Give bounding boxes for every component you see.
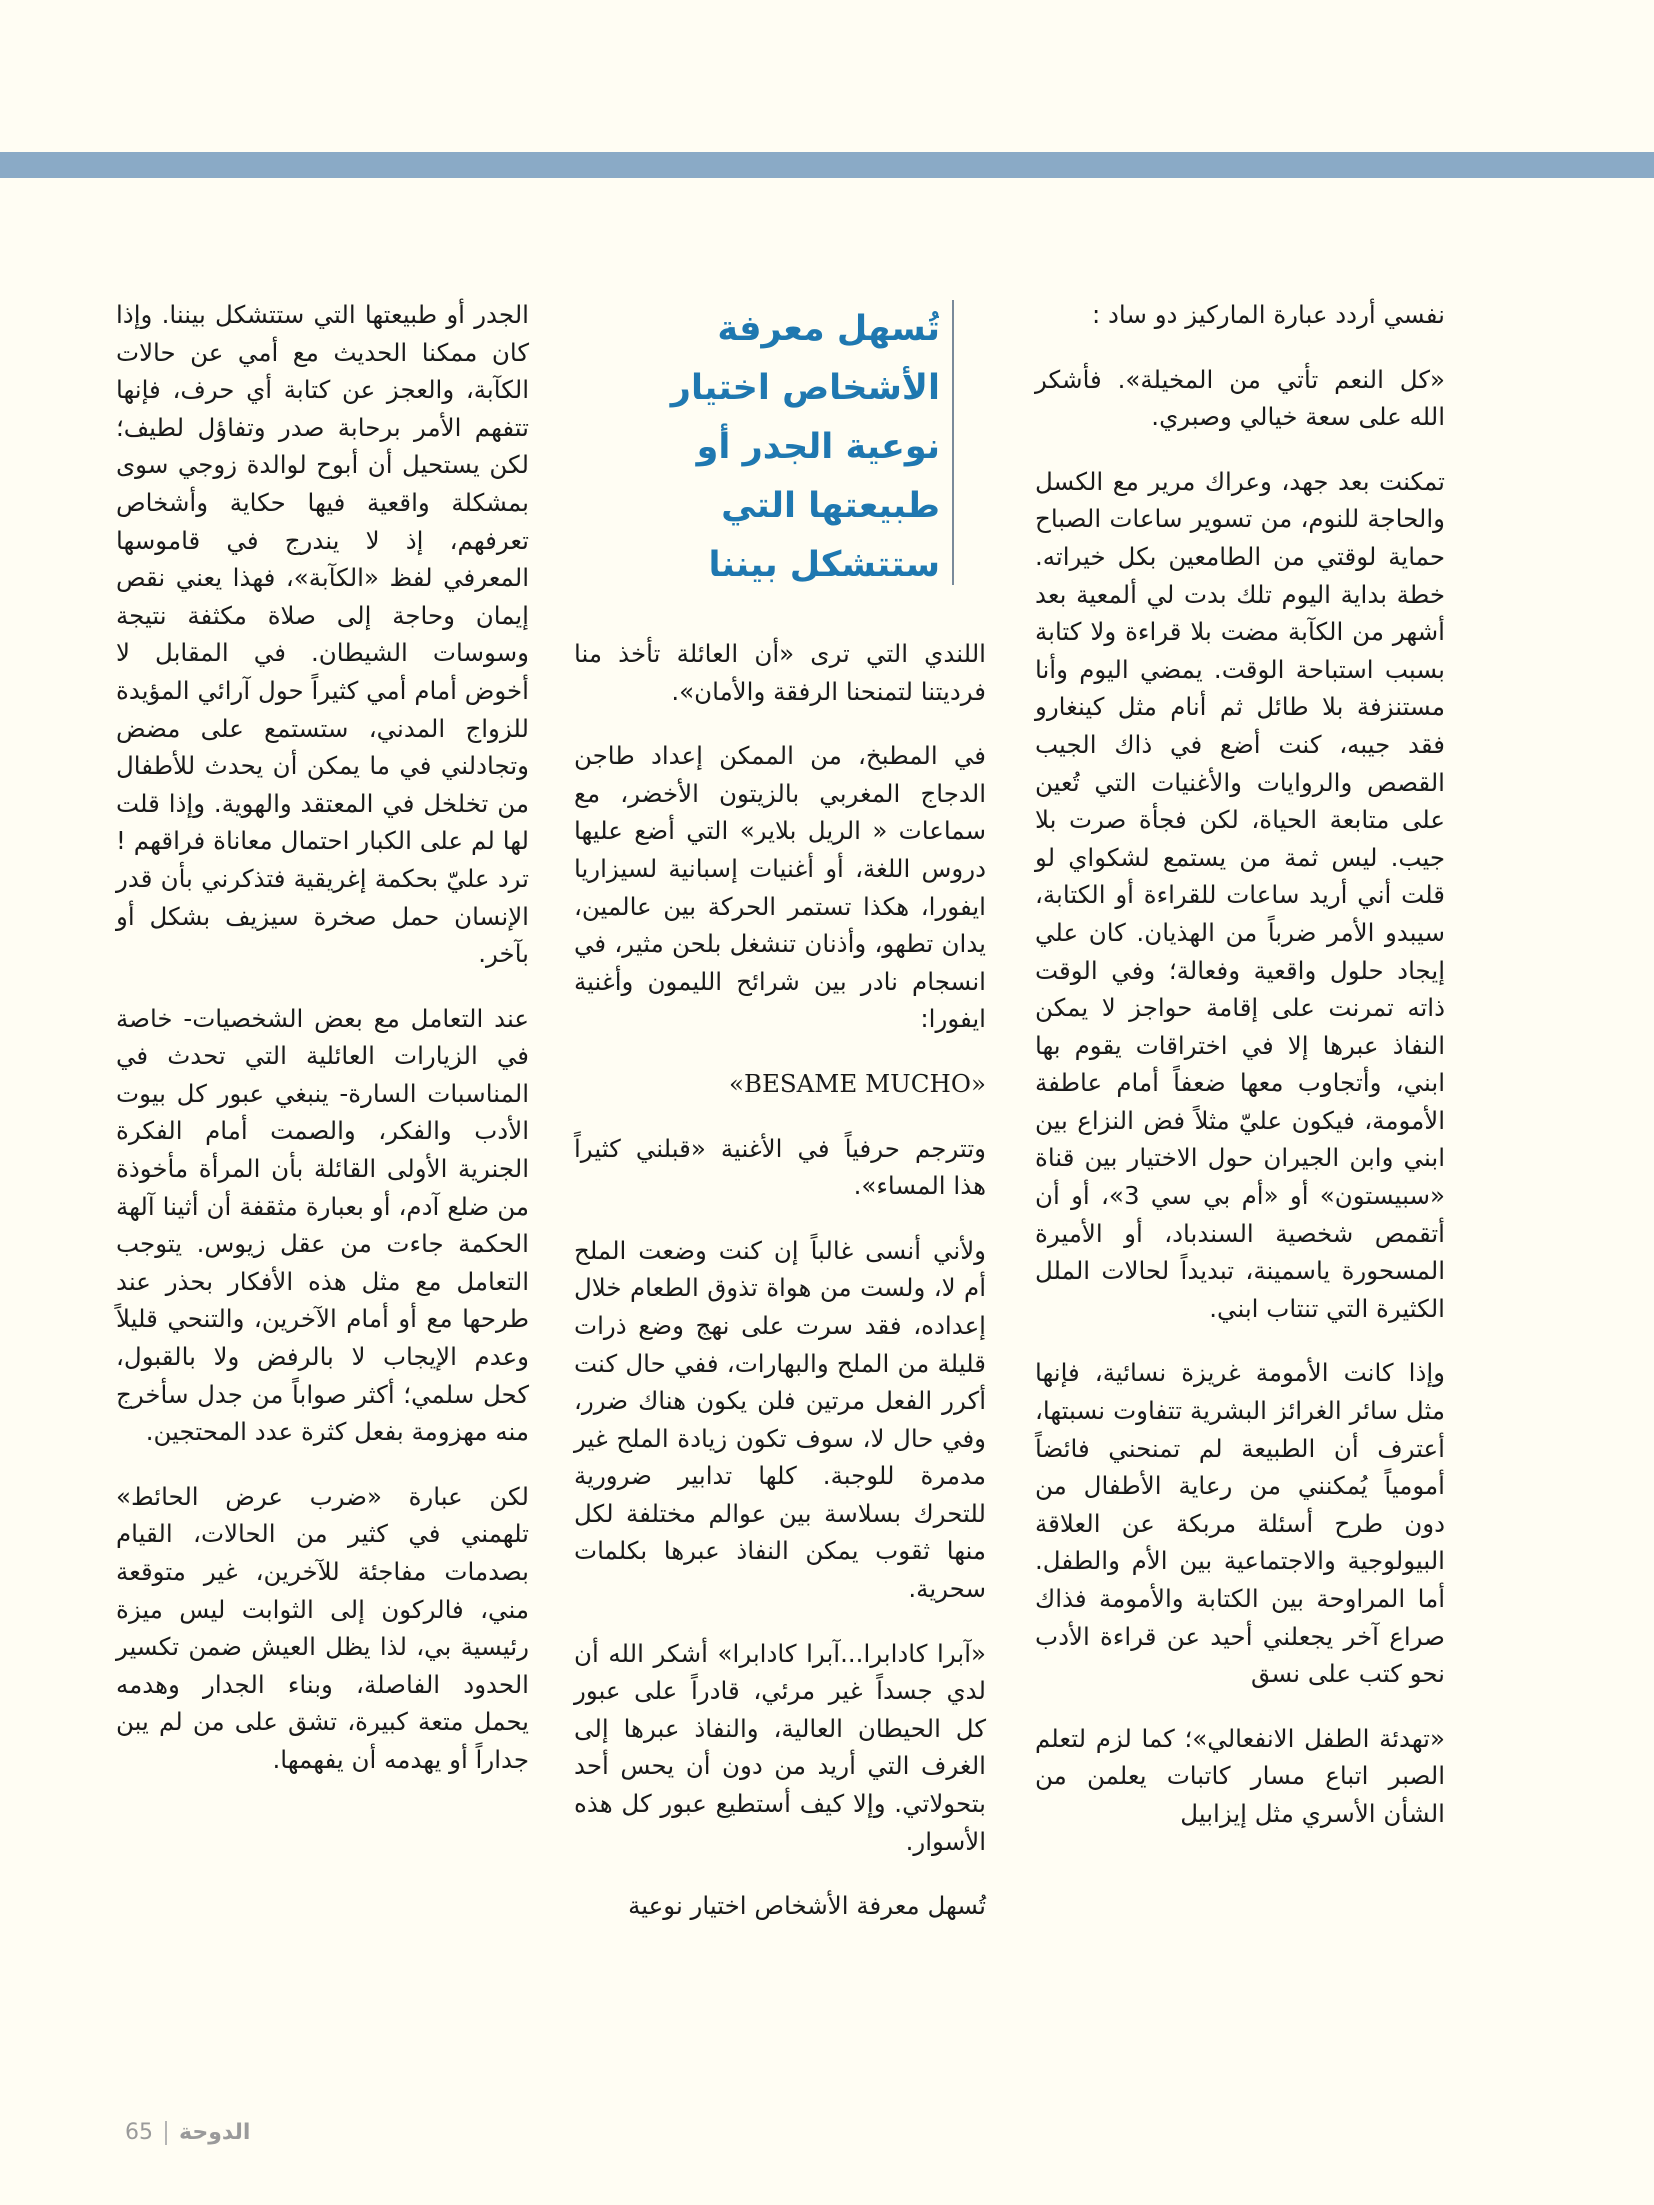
pull-quote: تُسهل معرفة الأشخاص اختيار نوعية الجدر أو طبيعتها التي ستتشكل بيننا bbox=[670, 309, 940, 585]
paragraph: تمكنت بعد جهد، وعراك مرير مع الكسل والحاجة للنوم، من تسوير ساعات الصباح حماية لوقتي من الطامعين بكل خيراته. خطة بداية اليوم تلك بدت لي ألمعية بعد أشهر من الكآبة مضت بلا قراءة ولا كتابة بسبب استباحة الوقت. يمضي اليوم وأنا مستنزفة بلا طائل ثم أنام مثل كينغارو فقد جيبه، كنت أضع في ذاك الجيب القصص والروايات والأغنيات التي تُعين على متابعة الحياة، لكن فجأة صرت بلا جيب. ليس ثمة من يستمع لشكواي لو قلت أني أريد ساعات للقراءة أو الكتابة، سيبدو الأمر ضرباً من الهذيان. كان علي إيجاد حلول واقعية وفعالة؛ وفي الوقت ذاته تمرنت على إقامة حواجز لا يمكن النفاذ عبرها إلا في اختراقات يقوم بها ابني، وأتجاوب معها ضعفاً أمام عاطفة الأمومة، فيكون عليّ مثلاً فض النزاع بين ابني وابن الجيران حول الاختيار بين قناة «سبيستون» أو «أم بي سي 3»، أو أن أتقمص شخصية السندباد، أو الأميرة المسحورة ياسمينة، تبديداً لحالات الملل الكثيرة التي تنتاب ابني. bbox=[1035, 466, 1445, 1323]
paragraph: لكن عبارة «ضرب عرض الحائط» تلهمني في كثير من الحالات، القيام بصدمات مفاجئة للآخرين، غير متوقعة مني، فالركون إلى الثوابت ليس ميزة رئيسية بي، لذا يظل العيش ضمن تكسير الحدود الفاصلة، وبناء الجدار وهدمه يحمل متعة كبيرة، تشق على من لم يبن جداراً أو يهدمه أن يفهمها. bbox=[116, 1481, 529, 1774]
page-number: 65 bbox=[125, 2120, 153, 2145]
song-title: «BESAME MUCHO» bbox=[728, 1068, 986, 1098]
paragraph: اللندي التي ترى «أن العائلة تأخذ منا فرديتنا لتمنحنا الرفقة والأمان». bbox=[574, 639, 986, 706]
top-color-band bbox=[0, 152, 1654, 178]
paragraph: «كل النعم تأتي من المخيلة». فأشكر الله على سعة خيالي وصبري. bbox=[1035, 364, 1445, 432]
paragraph: نفسي أردد عبارة الماركيز دو ساد : bbox=[1091, 300, 1445, 329]
pull-quote-rule bbox=[952, 300, 954, 585]
paragraph: عند التعامل مع بعض الشخصيات- خاصة في الزيارات العائلية التي تحدث في المناسبات السارة- ينبغي عبور كل بيوت الأدب والفكر، والصمت أمام الفكرة الجنرية الأولى القائلة بأن المرأة مأخوذة من ضلع آدم، أو بعبارة مثقفة أن أثينا آلهة الحكمة جاءت من عقل زيوس. يتوجب التعامل مع مثل هذه الأفكار بحذر عند طرحها مع أو أمام الآخرين، والتنحي قليلاً وعدم الإيجاب لا بالرفض ولا بالقبول، كحل سلمي؛ أكثر صواباً من جدل سأخرج منه مهزومة بفعل كثرة عدد المحتجين. bbox=[116, 1003, 529, 1447]
page-footer bbox=[125, 2120, 250, 2145]
magazine-name: الدوحة bbox=[179, 2120, 251, 2145]
paragraph: وتترجم حرفياً في الأغنية «قبلني كثيراً هذا المساء». bbox=[574, 1133, 986, 1201]
paragraph: «آبرا كادابرا...آبرا كادابرا» أشكر الله أن لدي جسداً غير مرئي، قادراً على عبور كل الحيطان العالية، والنفاذ عبرها إلى الغرف التي أريد من دون أن يحس أحد بتحولاتي. وإلا كيف أستطيع عبور كل هذه الأسوار. bbox=[574, 1638, 986, 1856]
paragraph: الجدر أو طبيعتها التي ستتشكل بيننا. وإذا كان ممكنا الحديث مع أمي عن حالات الكآبة، والعجز عن كتابة أي حرف، فإنها تتفهم الأمر برحابة صدر وتفاؤل لطيف؛ لكن يستحيل أن أبوح لوالدة زوجي سوى بمشكلة واقعية فيها حكاية وأشخاص تعرفهم، إذ لا يندرج في قاموسها المعرفي لفظ «الكآبة»، فهذا يعني نقص إيمان وحاجة إلى صلاة مكثفة نتيجة وسوسات الشيطان. في المقابل لا أخوض أمام أمي كثيراً حول آرائي المؤيدة للزواج المدني، ستستمع على مضض وتجادلني في ما يمكن أن يحدث للأطفال من تخلخل في المعتقد والهوية. وإذا قلت لها لم على الكبار احتمال معاناة فراقهم ! ترد عليّ بحكمة إغريقية فتذكرني بأن قدر الإنسان حمل صخرة سيزيف بشكل أو بآخر. bbox=[116, 300, 529, 969]
paragraph: وإذا كانت الأمومة غريزة نسائية، فإنها مثل سائر الغرائز البشرية تتفاوت نسبتها، أعترف أن الطبيعة لم تمنحني فائضاً أمومياً يُمكنني من رعاية الأطفال من دون طرح أسئلة مربكة عن العلاقة البيولوجية والاجتماعية بين الأم والطفل. أما المراوحة بين الكتابة والأمومة فذاك صراع آخر يجعلني أحيد عن قراءة الأدب نحو كتب على نسق bbox=[1035, 1358, 1445, 1689]
footer-divider bbox=[165, 2121, 167, 2145]
article-column-left bbox=[116, 296, 529, 1806]
paragraph: ولأني أنسى غالباً إن كنت وضعت الملح أم لا، ولست من هواة تذوق الطعام خلال إعداده، فقد سرت على نهج وضع ذرات قليلة من الملح والبهارات، ففي حال كنت أكرر الفعل مرتين فلن يكون هناك ضرر، وفي حال لا، سوف تكون زيادة الملح غير مدمرة للوجبة. كلها تدابير ضرورية للتحرك بسلاسة بين عوالم مختلفة لكل منها ثقوب يمكن النفاذ عبرها بكلمات سحرية. bbox=[574, 1235, 986, 1604]
paragraph: تُسهل معرفة الأشخاص اختيار نوعية bbox=[628, 1891, 986, 1921]
paragraph: في المطبخ، من الممكن إعداد طاجن الدجاج المغربي بالزيتون الأخضر، مع سماعات « الريل بلاير» التي أضع عليها دروس اللغة، أو أغنيات إسبانية لسيزاريا ايفورا، هكذا تستمر الحركة بين عالمين، يدان تطهو، وأذنان تنشغل بلحن مثير، في انسجام نادر بين شرائح الليمون وأغنية ايفورا: bbox=[574, 741, 986, 1034]
article-column-right bbox=[1035, 296, 1445, 1860]
paragraph: «تهدئة الطفل الانفعالي»؛ كما لزم لتعلم الصبر اتباع مسار كاتبات يعلمن من الشأن الأسري مثل إيزابيل bbox=[1035, 1723, 1445, 1828]
article-column-middle bbox=[574, 635, 986, 1952]
